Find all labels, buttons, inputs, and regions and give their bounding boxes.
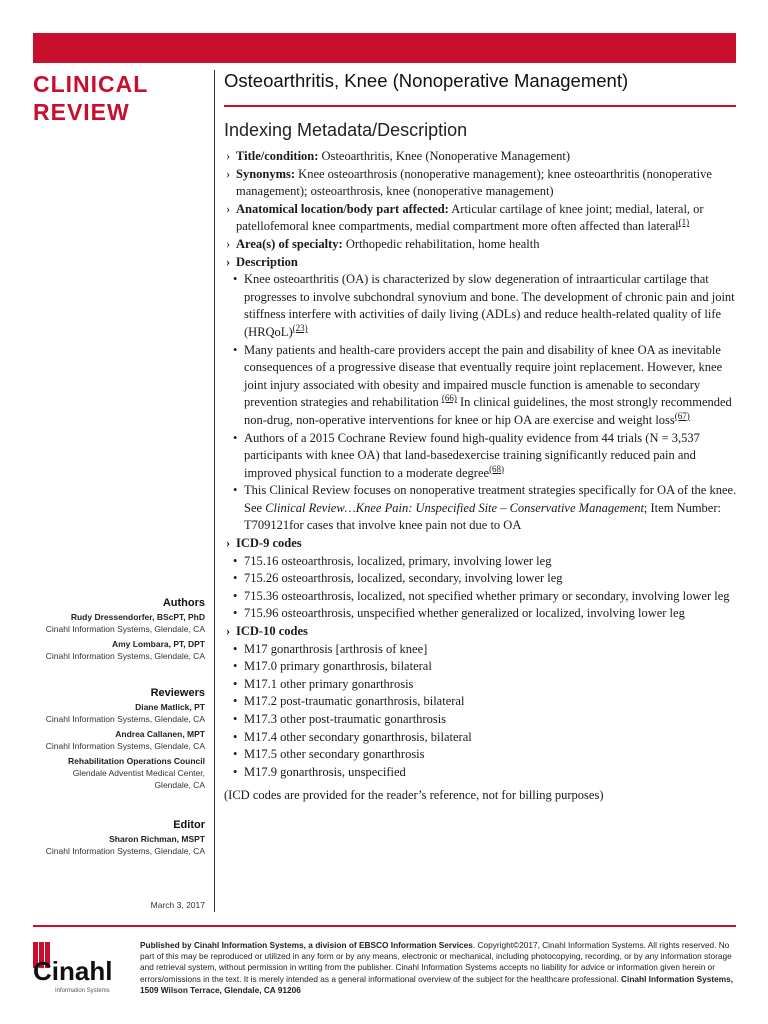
- editor-block: [33, 819, 205, 860]
- meta-title-row: [224, 148, 738, 166]
- editor-affiliation: Cinahl Information Systems, Glendale, CA: [45, 846, 205, 856]
- icd9-label: › ICD-9 codes: [224, 535, 738, 553]
- meta-anatomical-value: Articular cartilage of knee joint; medial, lateral, or patellofemoral knee compartments, medial compartment more often affected than lateral: [236, 201, 704, 234]
- meta-synonyms-row: [224, 166, 738, 201]
- top-red-bar: [33, 33, 736, 63]
- reviewer-affiliation: Cinahl Information Systems, Glendale, CA: [45, 714, 205, 724]
- reference-link[interactable]: (66): [441, 393, 457, 404]
- footer-publisher: Published by Cinahl Information Systems, a division of EBSCO Information Services: [140, 940, 473, 950]
- meta-synonyms-label: Synonyms:: [236, 166, 296, 181]
- reference-link[interactable]: (67): [674, 410, 690, 421]
- reviewer-affiliation: Glendale, CA: [154, 780, 205, 790]
- meta-synonyms-value: Knee osteoarthrosis (nonoperative management); knee osteoarthritis (nonoperative management); osteoarthrosis, knee (nonoperative management): [236, 166, 712, 199]
- title-rule: [224, 105, 736, 107]
- meta-anatomical-row: [224, 201, 738, 236]
- bottom-red-rule: [33, 925, 736, 927]
- bullet-text: ; Item Number: T709121for cases that involve knee pain not due to OA: [244, 500, 721, 533]
- icd9-item: • 715.26 osteoarthrosis, localized, secondary, involving lower leg: [224, 570, 738, 588]
- reviewer-affiliation: Glendale Adventist Medical Center,: [72, 768, 205, 778]
- reviewer-affiliation: Cinahl Information Systems, Glendale, CA: [45, 741, 205, 751]
- icd10-item: • M17.1 other primary gonarthrosis: [224, 676, 738, 694]
- icd10-item: • M17.4 other secondary gonarthrosis, bilateral: [224, 729, 738, 747]
- clinical-review-brand: [33, 70, 203, 126]
- reviewer-name: Andrea Callanen, MPT: [115, 729, 205, 739]
- footer-body: . Copyright©2017, Cinahl Information Systems. All rights reserved. No part of this may be reproduced or utilized in any form or by any means, electronic or mechanical, including photocopying, recording, or by any information storage and retrieval system, without permission in writing from the publisher. Cinahl Information Systems accepts no liability for advice or information given herein or errors/omissions in the text. It is merely intended as a general informational overview of the subject for the healthcare professional.: [140, 940, 732, 984]
- icd10-item: • M17.0 primary gonarthrosis, bilateral: [224, 658, 738, 676]
- cinahl-logo: [33, 940, 123, 995]
- editor-heading: Editor: [173, 819, 205, 831]
- meta-specialty-label: Area(s) of specialty:: [236, 236, 343, 251]
- icd9-item: • 715.96 osteoarthrosis, unspecified whether generalized or localized, involving lower leg: [224, 605, 738, 623]
- description-bullet-4: [224, 482, 738, 535]
- reviewers-heading: Reviewers: [150, 687, 205, 699]
- meta-description-label: › Description: [224, 254, 738, 272]
- author-name: Amy Lombara, PT, DPT: [111, 639, 205, 649]
- bullet-text: Authors of a 2015 Cochrane Review found high-quality evidence from 44 trials (N = 3,537 participants with knee OA) that land-basedexercise training significantly reduced pain and improved physical function to a moderate degree: [244, 430, 700, 480]
- reference-link[interactable]: (23): [292, 322, 308, 333]
- description-bullet-2: [224, 342, 738, 430]
- copyright-footer: [140, 940, 736, 996]
- reviewer-name: Diane Matlick, PT: [135, 702, 205, 712]
- reviewers-block: [33, 687, 205, 794]
- bullet-text: This Clinical Review focuses on nonoperative treatment strategies specifically for OA of the knee. See: [244, 483, 737, 515]
- page-title: Osteoarthritis, Knee (Nonoperative Management): [224, 70, 629, 91]
- meta-specialty-row: [224, 236, 738, 254]
- logo-tagline: Information Systems: [55, 988, 110, 994]
- authors-block: [33, 597, 205, 665]
- icd10-item: • M17.9 gonarthrosis, unspecified: [224, 764, 738, 782]
- cross-reference-title[interactable]: Clinical Review…Knee Pain: Unspecified Site – Conservative Management: [265, 500, 644, 515]
- meta-anatomical-label: Anatomical location/body part affected:: [236, 201, 449, 216]
- bullet-text: Many patients and health-care providers accept the pain and disability of knee OA as inevitable consequences of a progressive disease that eventually require joint replacement. However, knee joint injury associated with obesity and impaired muscle function is amenable to secondary prevention strategies and rehabilitation: [244, 342, 723, 410]
- icd10-label: › ICD-10 codes: [224, 623, 738, 641]
- icd10-item: • M17.5 other secondary gonarthrosis: [224, 746, 738, 764]
- description-bullet-3: [224, 430, 738, 483]
- icd9-item: • 715.36 osteoarthrosis, localized, not specified whether primary or secondary, involving lower leg: [224, 588, 738, 606]
- main-content: [224, 148, 738, 805]
- section-title: Indexing Metadata/Description: [224, 120, 468, 140]
- meta-specialty-value: Orthopedic rehabilitation, home health: [345, 236, 540, 251]
- reviewer-name: Rehabilitation Operations Council: [68, 756, 205, 766]
- brand-line-1: CLINICAL: [33, 71, 149, 97]
- publication-date: March 3, 2017: [150, 900, 205, 910]
- icd-note: (ICD codes are provided for the reader’s reference, not for billing purposes): [224, 788, 604, 803]
- icd10-item: • M17 gonarthrosis [arthrosis of knee]: [224, 641, 738, 659]
- author-affiliation: Cinahl Information Systems, Glendale, CA: [45, 624, 205, 634]
- reference-link[interactable]: (68): [489, 463, 505, 474]
- bullet-text: Knee osteoarthritis (OA) is characterized by slow degeneration of intraarticular cartilage that progresses to involve subchondral synovium and bone. The development of chronic pain and joint stiffness interfere with activities of daily living (ADLs) and reduce health-related quality of life (HRQoL): [244, 272, 735, 339]
- vertical-divider: [214, 70, 215, 912]
- brand-line-2: REVIEW: [33, 99, 130, 125]
- bullet-text: In clinical guidelines, the most strongly recommended non-drug, non-operative interventions for knee or hip OA are exercise and weight loss: [244, 395, 732, 427]
- reference-link[interactable]: (1): [678, 217, 690, 228]
- authors-heading: Authors: [162, 597, 205, 609]
- author-affiliation: Cinahl Information Systems, Glendale, CA: [45, 651, 205, 661]
- description-bullet-1: [224, 271, 738, 341]
- icd9-item: • 715.16 osteoarthrosis, localized, primary, involving lower leg: [224, 553, 738, 571]
- editor-name: Sharon Richman, MSPT: [109, 834, 205, 844]
- icd10-item: • M17.2 post-traumatic gonarthrosis, bilateral: [224, 693, 738, 711]
- author-name: Rudy Dressendorfer, BScPT, PhD: [70, 612, 205, 622]
- meta-title-label: Title/condition:: [236, 149, 319, 163]
- meta-title-value: Osteoarthritis, Knee (Nonoperative Management): [321, 149, 571, 163]
- icd10-item: • M17.3 other post-traumatic gonarthrosis: [224, 711, 738, 729]
- logo-text: Cinahl: [33, 956, 113, 986]
- footer-address: Cinahl Information Systems, 1509 Wilson Terrace, Glendale, CA 91206: [140, 973, 734, 995]
